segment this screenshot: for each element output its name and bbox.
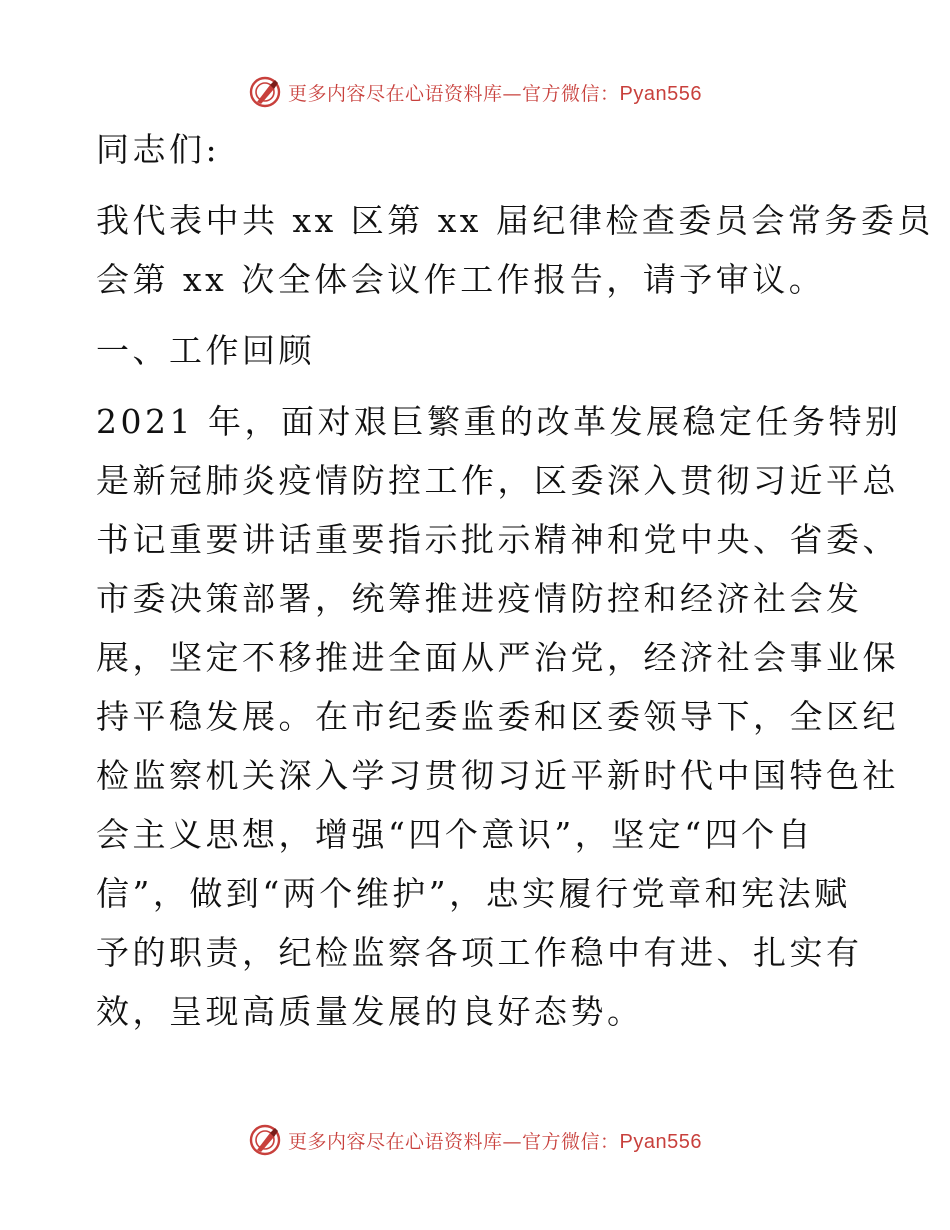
body-paragraph — [96, 392, 902, 1041]
salutation: 同志们: — [96, 130, 221, 169]
paragraph-line: 是新冠肺炎疫情防控工作，区委深入贯彻习近平总 — [96, 461, 899, 500]
watermark-text — [288, 79, 702, 106]
header-watermark — [0, 72, 950, 112]
paragraph-line: 检监察机关深入学习贯彻习近平新时代中国特色社 — [96, 756, 899, 795]
paragraph-line: 市委决策部署，统筹推进疫情防控和经济社会发 — [96, 579, 863, 618]
paragraph-line: 展，坚定不移推进全面从严治党，经济社会事业保 — [96, 638, 899, 677]
paragraph-line: 予的职责，纪检监察各项工作稳中有进、扎实有 — [96, 933, 863, 972]
paragraph-line: 会第 xx 次全体会议作工作报告，请予审议。 — [96, 260, 826, 299]
watermark-text-cn: 更多内容尽在心语资料库—官方微信： — [288, 1130, 620, 1153]
section-heading: 一、工作回顾 — [96, 331, 315, 370]
pen-nib-logo-icon — [248, 75, 282, 109]
watermark-text — [288, 1127, 702, 1154]
paragraph-line: 我代表中共 xx 区第 xx 届纪律检查委员会常务委员 — [96, 201, 934, 240]
footer-watermark — [0, 1120, 950, 1160]
watermark-text-cn: 更多内容尽在心语资料库—官方微信： — [288, 82, 620, 105]
paragraph-line: 信”，做到“两个维护”，忠实履行党章和宪法赋 — [96, 874, 851, 913]
watermark-wechat-id: Pyan556 — [619, 1130, 702, 1153]
paragraph-line: 2021 年，面对艰巨繁重的改革发展稳定任务特别 — [96, 402, 902, 441]
watermark-wechat-id: Pyan556 — [619, 82, 702, 105]
paragraph-line: 书记重要讲话重要指示批示精神和党中央、省委、 — [96, 520, 899, 559]
document-body — [96, 120, 934, 1041]
paragraph-line: 持平稳发展。在市纪委监委和区委领导下，全区纪 — [96, 697, 899, 736]
pen-nib-logo-icon — [248, 1123, 282, 1157]
paragraph-line: 效，呈现高质量发展的良好态势。 — [96, 992, 644, 1031]
paragraph-line: 会主义思想，增强“四个意识”，坚定“四个自 — [96, 815, 815, 854]
intro-paragraph — [96, 191, 934, 309]
